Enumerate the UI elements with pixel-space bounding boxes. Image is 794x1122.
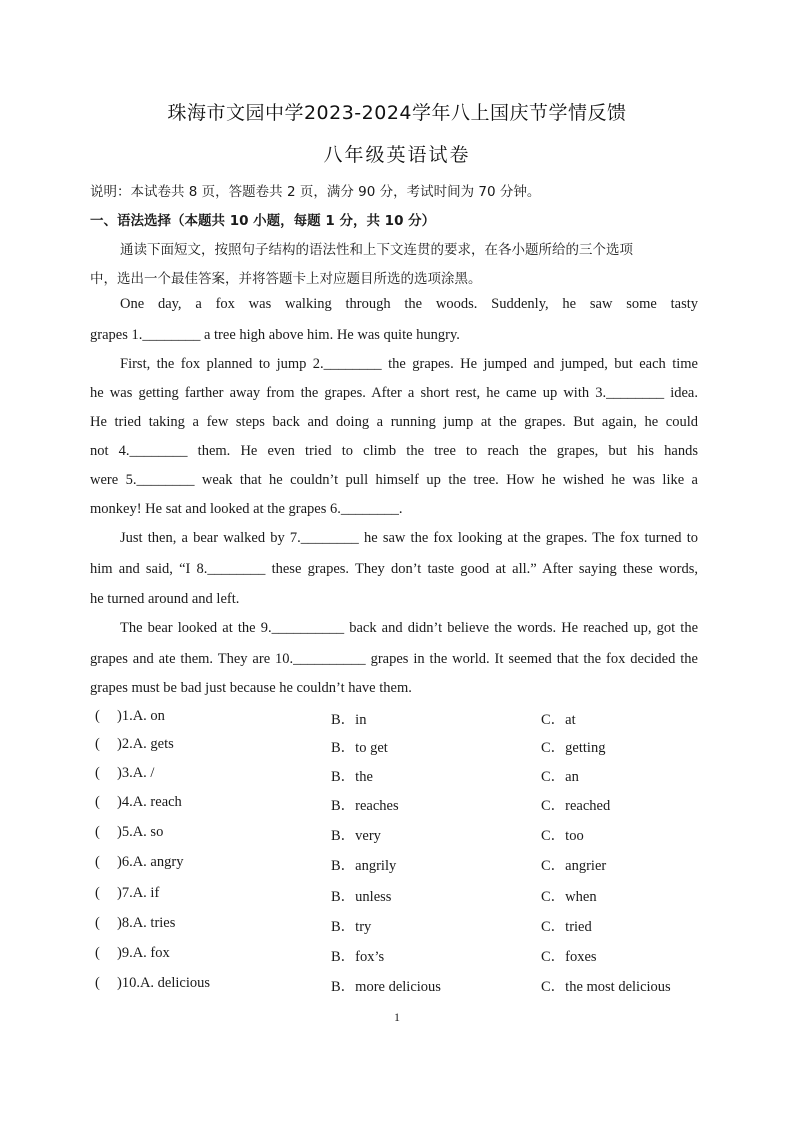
option-a: )8.A. tries: [117, 915, 176, 931]
option-row-7: [95, 885, 705, 907]
answer-paren[interactable]: (: [95, 765, 100, 781]
option-b: B．to get: [331, 740, 388, 756]
option-c: C．tried: [541, 919, 592, 935]
option-row-4: [95, 794, 705, 816]
option-row-5: [95, 824, 705, 846]
answer-paren[interactable]: (: [95, 708, 100, 724]
option-a: )1.A. on: [117, 708, 165, 724]
exam-title: 珠海市文园中学2023-2024学年八上国庆节学情反馈: [167, 102, 627, 124]
passage-line: grapes 1.________ a tree high above him. He was quite hungry.: [90, 327, 460, 343]
exam-subtitle: 八年级英语试卷: [323, 144, 471, 166]
answer-paren[interactable]: (: [95, 915, 100, 931]
answer-paren[interactable]: (: [95, 824, 100, 840]
passage-line: grapes and ate them. They are 10.__________ grapes in the world. It seemed that the fox decided the: [90, 651, 698, 667]
option-a: )7.A. if: [117, 885, 160, 901]
option-c: C．getting: [541, 740, 606, 756]
option-row-8: [95, 915, 705, 937]
option-a: )2.A. gets: [117, 736, 174, 752]
passage-line: him and said, “I 8.________ these grapes. They don’t taste good at all.” After saying these words,: [90, 561, 698, 577]
section-heading: 一、语法选择（本题共 10 小题，每题 1 分，共 10 分）: [90, 213, 436, 229]
option-b: B．fox’s: [331, 949, 385, 965]
instructions: 说明：本试卷共 8 页，答题卷共 2 页，满分 90 分，考试时间为 70 分钟。: [90, 184, 541, 200]
passage-line: grapes must be bad just because he couldn’t have them.: [90, 680, 412, 696]
answer-paren[interactable]: (: [95, 854, 100, 870]
option-b: B．angrily: [331, 858, 397, 874]
passage-line: monkey! He sat and looked at the grapes 6.________.: [90, 501, 403, 517]
option-c: C．when: [541, 889, 597, 905]
option-b: B．try: [331, 919, 372, 935]
answer-paren[interactable]: (: [95, 794, 100, 810]
option-row-9: [95, 945, 705, 967]
answer-paren[interactable]: (: [95, 736, 100, 752]
option-b: B．the: [331, 769, 373, 785]
option-b: B．reaches: [331, 798, 399, 814]
option-b: B．more delicious: [331, 979, 441, 995]
directions-line-1: 通读下面短文，按照句子结构的语法性和上下文连贯的要求，在各小题所给的三个选项: [120, 242, 633, 258]
option-b: B．very: [331, 828, 381, 844]
option-c: C．the most delicious: [541, 979, 671, 995]
option-b: B．in: [331, 712, 367, 728]
option-a: )10.A. delicious: [117, 975, 211, 991]
passage-line: not 4.________ them. He even tried to climb the tree to reach the grapes, but his hands: [90, 443, 698, 459]
answer-paren[interactable]: (: [95, 885, 100, 901]
option-row-2: [95, 736, 705, 758]
passage-line: The bear looked at the 9.__________ back and didn’t believe the words. He reached up, got the: [120, 620, 698, 636]
option-a: )3.A. /: [117, 765, 155, 781]
option-b: B．unless: [331, 889, 392, 905]
passage-line: he was getting farther away from the grapes. After a short rest, he came up with 3.________ idea.: [90, 385, 698, 401]
passage-line: First, the fox planned to jump 2.________ the grapes. He jumped and jumped, but each time: [120, 356, 698, 372]
answer-paren[interactable]: (: [95, 975, 100, 991]
option-c: C．reached: [541, 798, 611, 814]
option-a: )9.A. fox: [117, 945, 170, 961]
option-a: )6.A. angry: [117, 854, 184, 870]
option-c: C．an: [541, 769, 579, 785]
option-a: )5.A. so: [117, 824, 164, 840]
passage-line: One day, a fox was walking through the woods. Suddenly, he saw some tasty: [120, 296, 698, 312]
option-row-10: [95, 975, 705, 997]
page-number: 1: [394, 1010, 400, 1024]
option-row-1: [95, 708, 705, 730]
passage-line: Just then, a bear walked by 7.________ he saw the fox looking at the grapes. The fox turned to: [120, 530, 698, 546]
answer-paren[interactable]: (: [95, 945, 100, 961]
passage-line: He tried taking a few steps back and doing a running jump at the grapes. But again, he could: [90, 414, 698, 430]
option-c: C．foxes: [541, 949, 597, 965]
option-c: C．at: [541, 712, 576, 728]
option-c: C．too: [541, 828, 584, 844]
option-row-3: [95, 765, 705, 787]
passage-line: were 5.________ weak that he couldn’t pull himself up the tree. How he wished he was like a: [90, 472, 698, 488]
option-row-6: [95, 854, 705, 876]
option-c: C．angrier: [541, 858, 607, 874]
option-a: )4.A. reach: [117, 794, 182, 810]
directions-line-2: 中，选出一个最佳答案，并将答题卡上对应题目所选的选项涂黑。: [90, 271, 482, 287]
passage-line: he turned around and left.: [90, 591, 240, 607]
